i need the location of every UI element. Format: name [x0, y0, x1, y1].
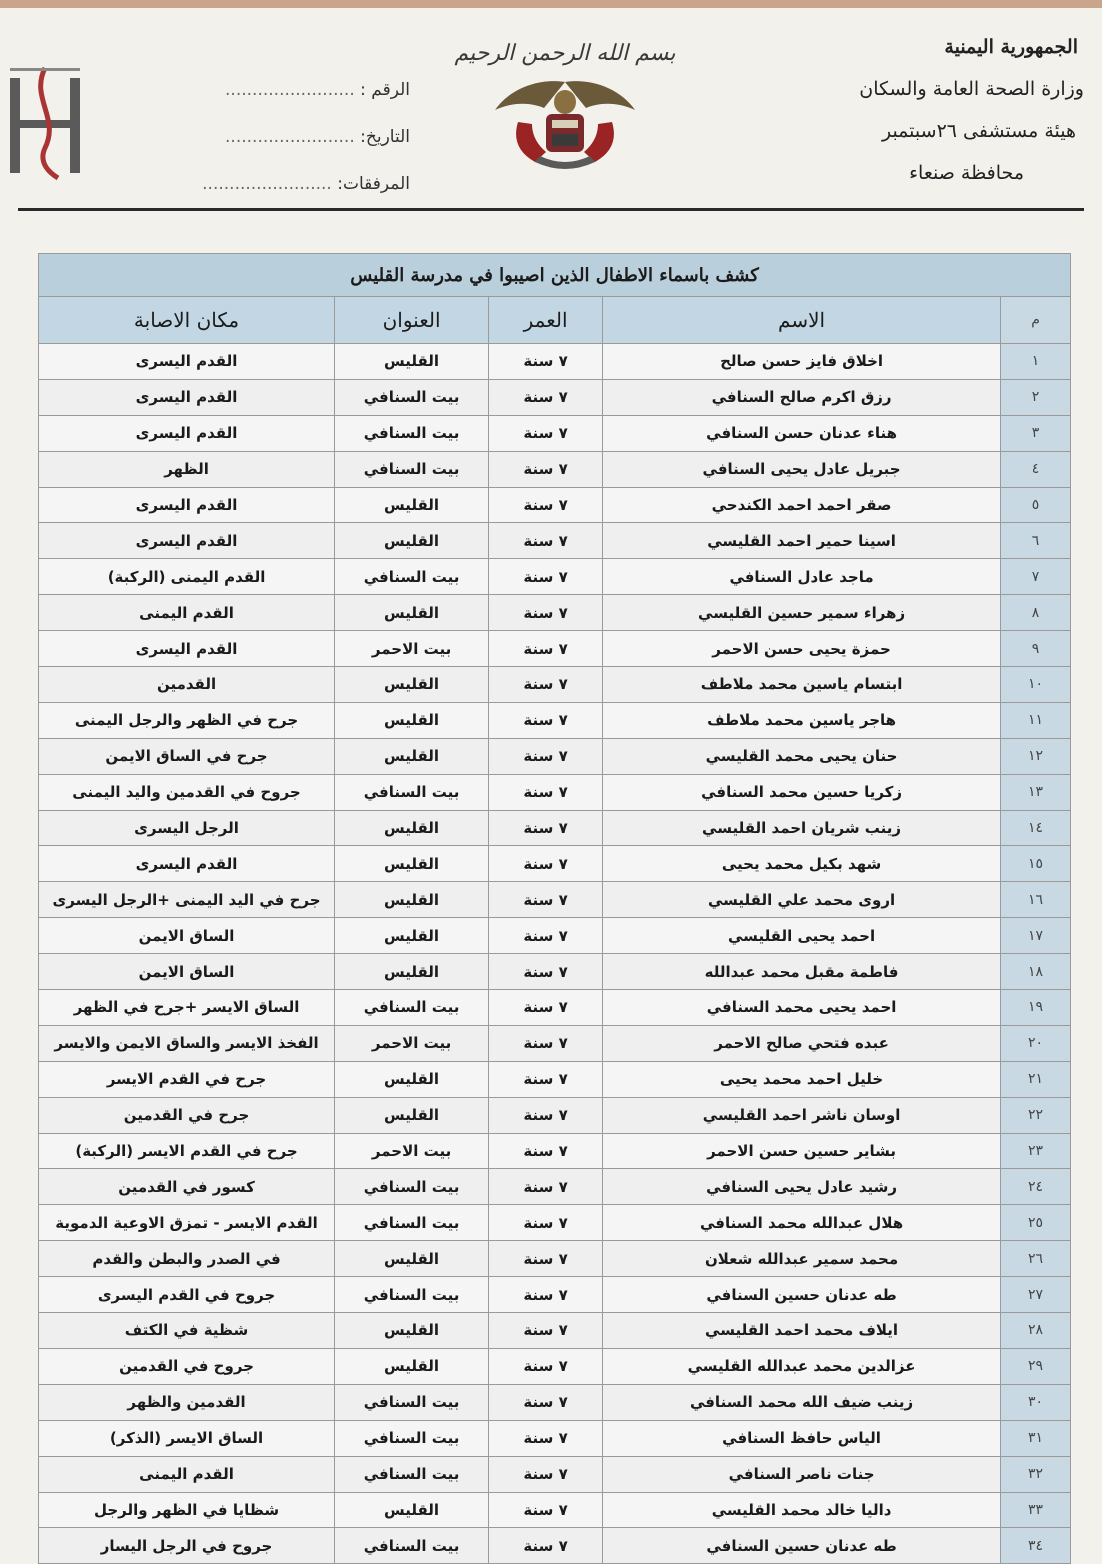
cell-age: ٧ سنة [489, 1384, 603, 1420]
cell-injury: جروح في القدم اليسرى [39, 1277, 335, 1313]
cell-injury: القدم اليسرى [39, 487, 335, 523]
cell-num: ١ [1001, 344, 1071, 380]
cell-num: ٣٣ [1001, 1492, 1071, 1528]
cell-name: جبريل عادل يحيى السنافي [603, 451, 1001, 487]
cell-num: ٢٤ [1001, 1169, 1071, 1205]
cell-num: ١٢ [1001, 738, 1071, 774]
cell-name: زهراء سمير حسين القليسي [603, 595, 1001, 631]
cell-address: القليس [335, 523, 489, 559]
table-row [39, 1169, 1071, 1205]
cell-num: ١٧ [1001, 918, 1071, 954]
cell-injury: القدم اليسرى [39, 379, 335, 415]
table-row [39, 738, 1071, 774]
cell-address: القليس [335, 1241, 489, 1277]
cell-injury: كسور في القدمين [39, 1169, 335, 1205]
cell-num: ٤ [1001, 451, 1071, 487]
cell-address: بيت الاحمر [335, 1133, 489, 1169]
cell-address: القليس [335, 1061, 489, 1097]
cell-age: ٧ سنة [489, 523, 603, 559]
table-row [39, 882, 1071, 918]
table-row [39, 344, 1071, 380]
cell-name: بشاير حسين حسن الاحمر [603, 1133, 1001, 1169]
cell-address: القليس [335, 918, 489, 954]
table-row [39, 1313, 1071, 1349]
cell-age: ٧ سنة [489, 1456, 603, 1492]
table-header-row [39, 297, 1071, 344]
cell-injury: جرح في القدم الايسر [39, 1061, 335, 1097]
cell-age: ٧ سنة [489, 954, 603, 990]
cell-injury: القدمين [39, 667, 335, 703]
cell-address: بيت السنافي [335, 379, 489, 415]
cell-injury: القدم اليسرى [39, 344, 335, 380]
cell-age: ٧ سنة [489, 487, 603, 523]
table-row [39, 918, 1071, 954]
cell-injury: شظايا في الظهر والرجل [39, 1492, 335, 1528]
cell-injury: الرجل اليسرى [39, 810, 335, 846]
cell-age: ٧ سنة [489, 1241, 603, 1277]
ref-number-row [190, 80, 410, 127]
cell-age: ٧ سنة [489, 1348, 603, 1384]
cell-injury: الظهر [39, 451, 335, 487]
cell-injury: الساق الايسر +جرح في الظهر [39, 990, 335, 1026]
cell-age: ٧ سنة [489, 451, 603, 487]
cell-name: هناء عدنان حسن السنافي [603, 415, 1001, 451]
cell-name: رزق اكرم صالح السنافي [603, 379, 1001, 415]
cell-address: القليس [335, 1492, 489, 1528]
cell-age: ٧ سنة [489, 559, 603, 595]
cell-age: ٧ سنة [489, 1097, 603, 1133]
table-row [39, 702, 1071, 738]
cell-num: ٢٦ [1001, 1241, 1071, 1277]
cell-num: ٣٢ [1001, 1456, 1071, 1492]
cell-address: بيت السنافي [335, 990, 489, 1026]
cell-name: الياس حافظ السنافي [603, 1420, 1001, 1456]
cell-age: ٧ سنة [489, 631, 603, 667]
cell-age: ٧ سنة [489, 415, 603, 451]
table-row [39, 487, 1071, 523]
cell-injury: القدم الايسر - تمزق الاوعية الدموية [39, 1205, 335, 1241]
table-row [39, 631, 1071, 667]
cell-name: اخلاق فايز حسن صالح [603, 344, 1001, 380]
cell-name: احمد يحيى القليسي [603, 918, 1001, 954]
cell-num: ١١ [1001, 702, 1071, 738]
cell-injury: القدم اليمنى [39, 1456, 335, 1492]
cell-age: ٧ سنة [489, 846, 603, 882]
cell-name: حمزة يحيى حسن الاحمر [603, 631, 1001, 667]
cell-num: ١٤ [1001, 810, 1071, 846]
cell-name: طه عدنان حسين السنافي [603, 1277, 1001, 1313]
cell-name: هاجر ياسين محمد ملاطف [603, 702, 1001, 738]
attachments-label: المرفقات: [337, 174, 410, 194]
cell-num: ١٣ [1001, 774, 1071, 810]
cell-name: رشيد عادل يحيى السنافي [603, 1169, 1001, 1205]
cell-age: ٧ سنة [489, 1420, 603, 1456]
cell-age: ٧ سنة [489, 990, 603, 1026]
cell-age: ٧ سنة [489, 1313, 603, 1349]
table-row [39, 1277, 1071, 1313]
cell-address: بيت السنافي [335, 1169, 489, 1205]
cell-address: بيت السنافي [335, 451, 489, 487]
ref-number-dots: ........................ [225, 80, 355, 100]
cell-name: خليل احمد محمد يحيى [603, 1061, 1001, 1097]
cell-age: ٧ سنة [489, 1133, 603, 1169]
cell-address: القليس [335, 1348, 489, 1384]
cell-injury: القدم اليسرى [39, 523, 335, 559]
country-name: الجمهورية اليمنية [944, 36, 1078, 58]
table-row [39, 1456, 1071, 1492]
cell-address: القليس [335, 702, 489, 738]
cell-num: ١٨ [1001, 954, 1071, 990]
cell-name: صقر احمد احمد الكندحي [603, 487, 1001, 523]
cell-name: ابتسام ياسين محمد ملاطف [603, 667, 1001, 703]
cell-num: ٢٧ [1001, 1277, 1071, 1313]
cell-name: اوسان ناشر احمد القليسي [603, 1097, 1001, 1133]
cell-address: بيت السنافي [335, 1384, 489, 1420]
cell-name: احمد يحيى محمد السنافي [603, 990, 1001, 1026]
cell-name: اروى محمد علي القليسي [603, 882, 1001, 918]
table-row [39, 667, 1071, 703]
cell-name: داليا خالد محمد القليسي [603, 1492, 1001, 1528]
cell-num: ١٦ [1001, 882, 1071, 918]
cell-name: جنات ناصر السنافي [603, 1456, 1001, 1492]
cell-address: بيت السنافي [335, 774, 489, 810]
cell-injury: الساق الايمن [39, 918, 335, 954]
table-row [39, 1241, 1071, 1277]
cell-address: القليس [335, 882, 489, 918]
table-row [39, 1420, 1071, 1456]
cell-injury: القدم اليمنى [39, 595, 335, 631]
table-row [39, 1492, 1071, 1528]
cell-address: بيت السنافي [335, 1420, 489, 1456]
cell-num: ٩ [1001, 631, 1071, 667]
cell-num: ٢ [1001, 379, 1071, 415]
cell-address: القليس [335, 846, 489, 882]
cell-age: ٧ سنة [489, 810, 603, 846]
reference-fields [190, 80, 410, 221]
cell-injury: جرح في الظهر والرجل اليمنى [39, 702, 335, 738]
cell-num: ١٩ [1001, 990, 1071, 1026]
table-row [39, 595, 1071, 631]
cell-num: ٨ [1001, 595, 1071, 631]
table-row [39, 451, 1071, 487]
cell-age: ٧ سنة [489, 1528, 603, 1564]
date-row [190, 127, 410, 174]
cell-name: ماجد عادل السنافي [603, 559, 1001, 595]
cell-injury: الساق الايسر (الذكر) [39, 1420, 335, 1456]
attachments-row [190, 174, 410, 221]
table-row [39, 846, 1071, 882]
cell-name: حنان يحيى محمد القليسي [603, 738, 1001, 774]
cell-address: القليس [335, 344, 489, 380]
table-row [39, 774, 1071, 810]
hospital-logo-icon [0, 48, 110, 188]
cell-injury: جرح في القدم الايسر (الركبة) [39, 1133, 335, 1169]
cell-injury: القدم اليسرى [39, 631, 335, 667]
col-header-address: العنوان [335, 297, 489, 344]
cell-num: ٢٥ [1001, 1205, 1071, 1241]
table-row [39, 810, 1071, 846]
cell-name: عبده فتحي صالح الاحمر [603, 1025, 1001, 1061]
cell-injury: جرح في الساق الايمن [39, 738, 335, 774]
cell-address: بيت السنافي [335, 1277, 489, 1313]
cell-name: شهد بكيل محمد يحيى [603, 846, 1001, 882]
cell-injury: جروح في القدمين واليد اليمنى [39, 774, 335, 810]
table-row [39, 990, 1071, 1026]
cell-injury: جروح في القدمين [39, 1348, 335, 1384]
cell-address: القليس [335, 487, 489, 523]
cell-name: زينب ضيف الله محمد السنافي [603, 1384, 1001, 1420]
table-row [39, 1097, 1071, 1133]
cell-name: ايلاف محمد احمد القليسي [603, 1313, 1001, 1349]
date-label: التاريخ: [360, 127, 410, 147]
cell-age: ٧ سنة [489, 1205, 603, 1241]
cell-address: القليس [335, 1097, 489, 1133]
cell-num: ٢٣ [1001, 1133, 1071, 1169]
cell-name: هلال عبدالله محمد السنافي [603, 1205, 1001, 1241]
cell-num: ٣ [1001, 415, 1071, 451]
cell-age: ٧ سنة [489, 918, 603, 954]
hospital-name: هيئة مستشفى ٢٦سبتمبر [881, 120, 1076, 142]
cell-age: ٧ سنة [489, 1169, 603, 1205]
cell-num: ٧ [1001, 559, 1071, 595]
col-header-num: م [1001, 297, 1071, 344]
cell-injury: القدم اليمنى (الركبة) [39, 559, 335, 595]
injured-children-table [38, 253, 1070, 1564]
cell-injury: الفخذ الايسر والساق الايمن والايسر [39, 1025, 335, 1061]
cell-age: ٧ سنة [489, 774, 603, 810]
cell-injury: القدمين والظهر [39, 1384, 335, 1420]
cell-address: بيت السنافي [335, 559, 489, 595]
table-row [39, 559, 1071, 595]
cell-name: اسينا حمير احمد القليسي [603, 523, 1001, 559]
cell-address: القليس [335, 1313, 489, 1349]
svg-text:بسم الله الرحمن الرحيم: بسم الله الرحمن الرحيم [454, 41, 676, 66]
data-table [38, 253, 1071, 1564]
cell-injury: جروح في الرجل اليسار [39, 1528, 335, 1564]
cell-num: ٣٠ [1001, 1384, 1071, 1420]
table-row [39, 1348, 1071, 1384]
table-row [39, 1061, 1071, 1097]
cell-num: ٥ [1001, 487, 1071, 523]
cell-name: محمد سمير عبدالله شعلان [603, 1241, 1001, 1277]
cell-address: بيت الاحمر [335, 631, 489, 667]
cell-address: القليس [335, 667, 489, 703]
date-dots: ........................ [225, 127, 355, 147]
attachments-dots: ........................ [202, 174, 332, 194]
cell-injury: القدم اليسرى [39, 415, 335, 451]
cell-age: ٧ سنة [489, 379, 603, 415]
table-row [39, 1528, 1071, 1564]
cell-address: القليس [335, 595, 489, 631]
table-body [39, 344, 1071, 1564]
cell-num: ٣١ [1001, 1420, 1071, 1456]
ministry-name: وزارة الصحة العامة والسكان [859, 78, 1084, 100]
cell-injury: جرح في اليد اليمنى +الرجل اليسرى [39, 882, 335, 918]
cell-num: ١٥ [1001, 846, 1071, 882]
cell-name: زينب شريان احمد القليسي [603, 810, 1001, 846]
cell-address: القليس [335, 810, 489, 846]
cell-injury: القدم اليسرى [39, 846, 335, 882]
cell-num: ٢٢ [1001, 1097, 1071, 1133]
issuer-block [784, 26, 1084, 194]
cell-address: بيت الاحمر [335, 1025, 489, 1061]
cell-name: زكريا حسين محمد السنافي [603, 774, 1001, 810]
cell-injury: الساق الايمن [39, 954, 335, 990]
col-header-injury: مكان الاصابة [39, 297, 335, 344]
cell-age: ٧ سنة [489, 738, 603, 774]
cell-num: ٢٠ [1001, 1025, 1071, 1061]
cell-age: ٧ سنة [489, 344, 603, 380]
basmala-calligraphy [454, 41, 675, 66]
cell-age: ٧ سنة [489, 702, 603, 738]
cell-name: طه عدنان حسين السنافي [603, 1528, 1001, 1564]
cell-num: ٢٩ [1001, 1348, 1071, 1384]
cell-address: بيت السنافي [335, 1205, 489, 1241]
top-strip [0, 0, 1102, 8]
table-row [39, 379, 1071, 415]
table-row [39, 523, 1071, 559]
cell-address: بيت السنافي [335, 1456, 489, 1492]
table-title-row [39, 254, 1071, 297]
cell-address: القليس [335, 738, 489, 774]
table-row [39, 1205, 1071, 1241]
letterhead [0, 8, 1102, 208]
table-row [39, 1384, 1071, 1420]
cell-num: ٣٤ [1001, 1528, 1071, 1564]
cell-num: ٢١ [1001, 1061, 1071, 1097]
cell-age: ٧ سنة [489, 1492, 603, 1528]
col-header-age: العمر [489, 297, 603, 344]
yemen-emblem-icon [440, 30, 690, 180]
cell-age: ٧ سنة [489, 1061, 603, 1097]
col-header-name: الاسم [603, 297, 1001, 344]
cell-injury: شظية في الكتف [39, 1313, 335, 1349]
cell-age: ٧ سنة [489, 595, 603, 631]
cell-age: ٧ سنة [489, 1277, 603, 1313]
governorate-name: محافظة صنعاء [909, 162, 1024, 184]
cell-num: ١٠ [1001, 667, 1071, 703]
cell-name: فاطمة مقبل محمد عبدالله [603, 954, 1001, 990]
header-rule [18, 208, 1084, 211]
cell-address: بيت السنافي [335, 1528, 489, 1564]
cell-injury: جرح في القدمين [39, 1097, 335, 1133]
cell-num: ٢٨ [1001, 1313, 1071, 1349]
cell-num: ٦ [1001, 523, 1071, 559]
cell-age: ٧ سنة [489, 667, 603, 703]
table-row [39, 1133, 1071, 1169]
table-row [39, 415, 1071, 451]
table-row [39, 954, 1071, 990]
cell-age: ٧ سنة [489, 882, 603, 918]
cell-address: بيت السنافي [335, 415, 489, 451]
table-row [39, 1025, 1071, 1061]
cell-name: عزالدين محمد عبدالله القليسي [603, 1348, 1001, 1384]
table-title: كشف باسماء الاطفال الذين اصيبوا في مدرسة القليس [39, 254, 1071, 297]
ref-number-label: الرقم : [360, 80, 410, 100]
cell-age: ٧ سنة [489, 1025, 603, 1061]
cell-address: القليس [335, 954, 489, 990]
cell-injury: في الصدر والبطن والقدم [39, 1241, 335, 1277]
